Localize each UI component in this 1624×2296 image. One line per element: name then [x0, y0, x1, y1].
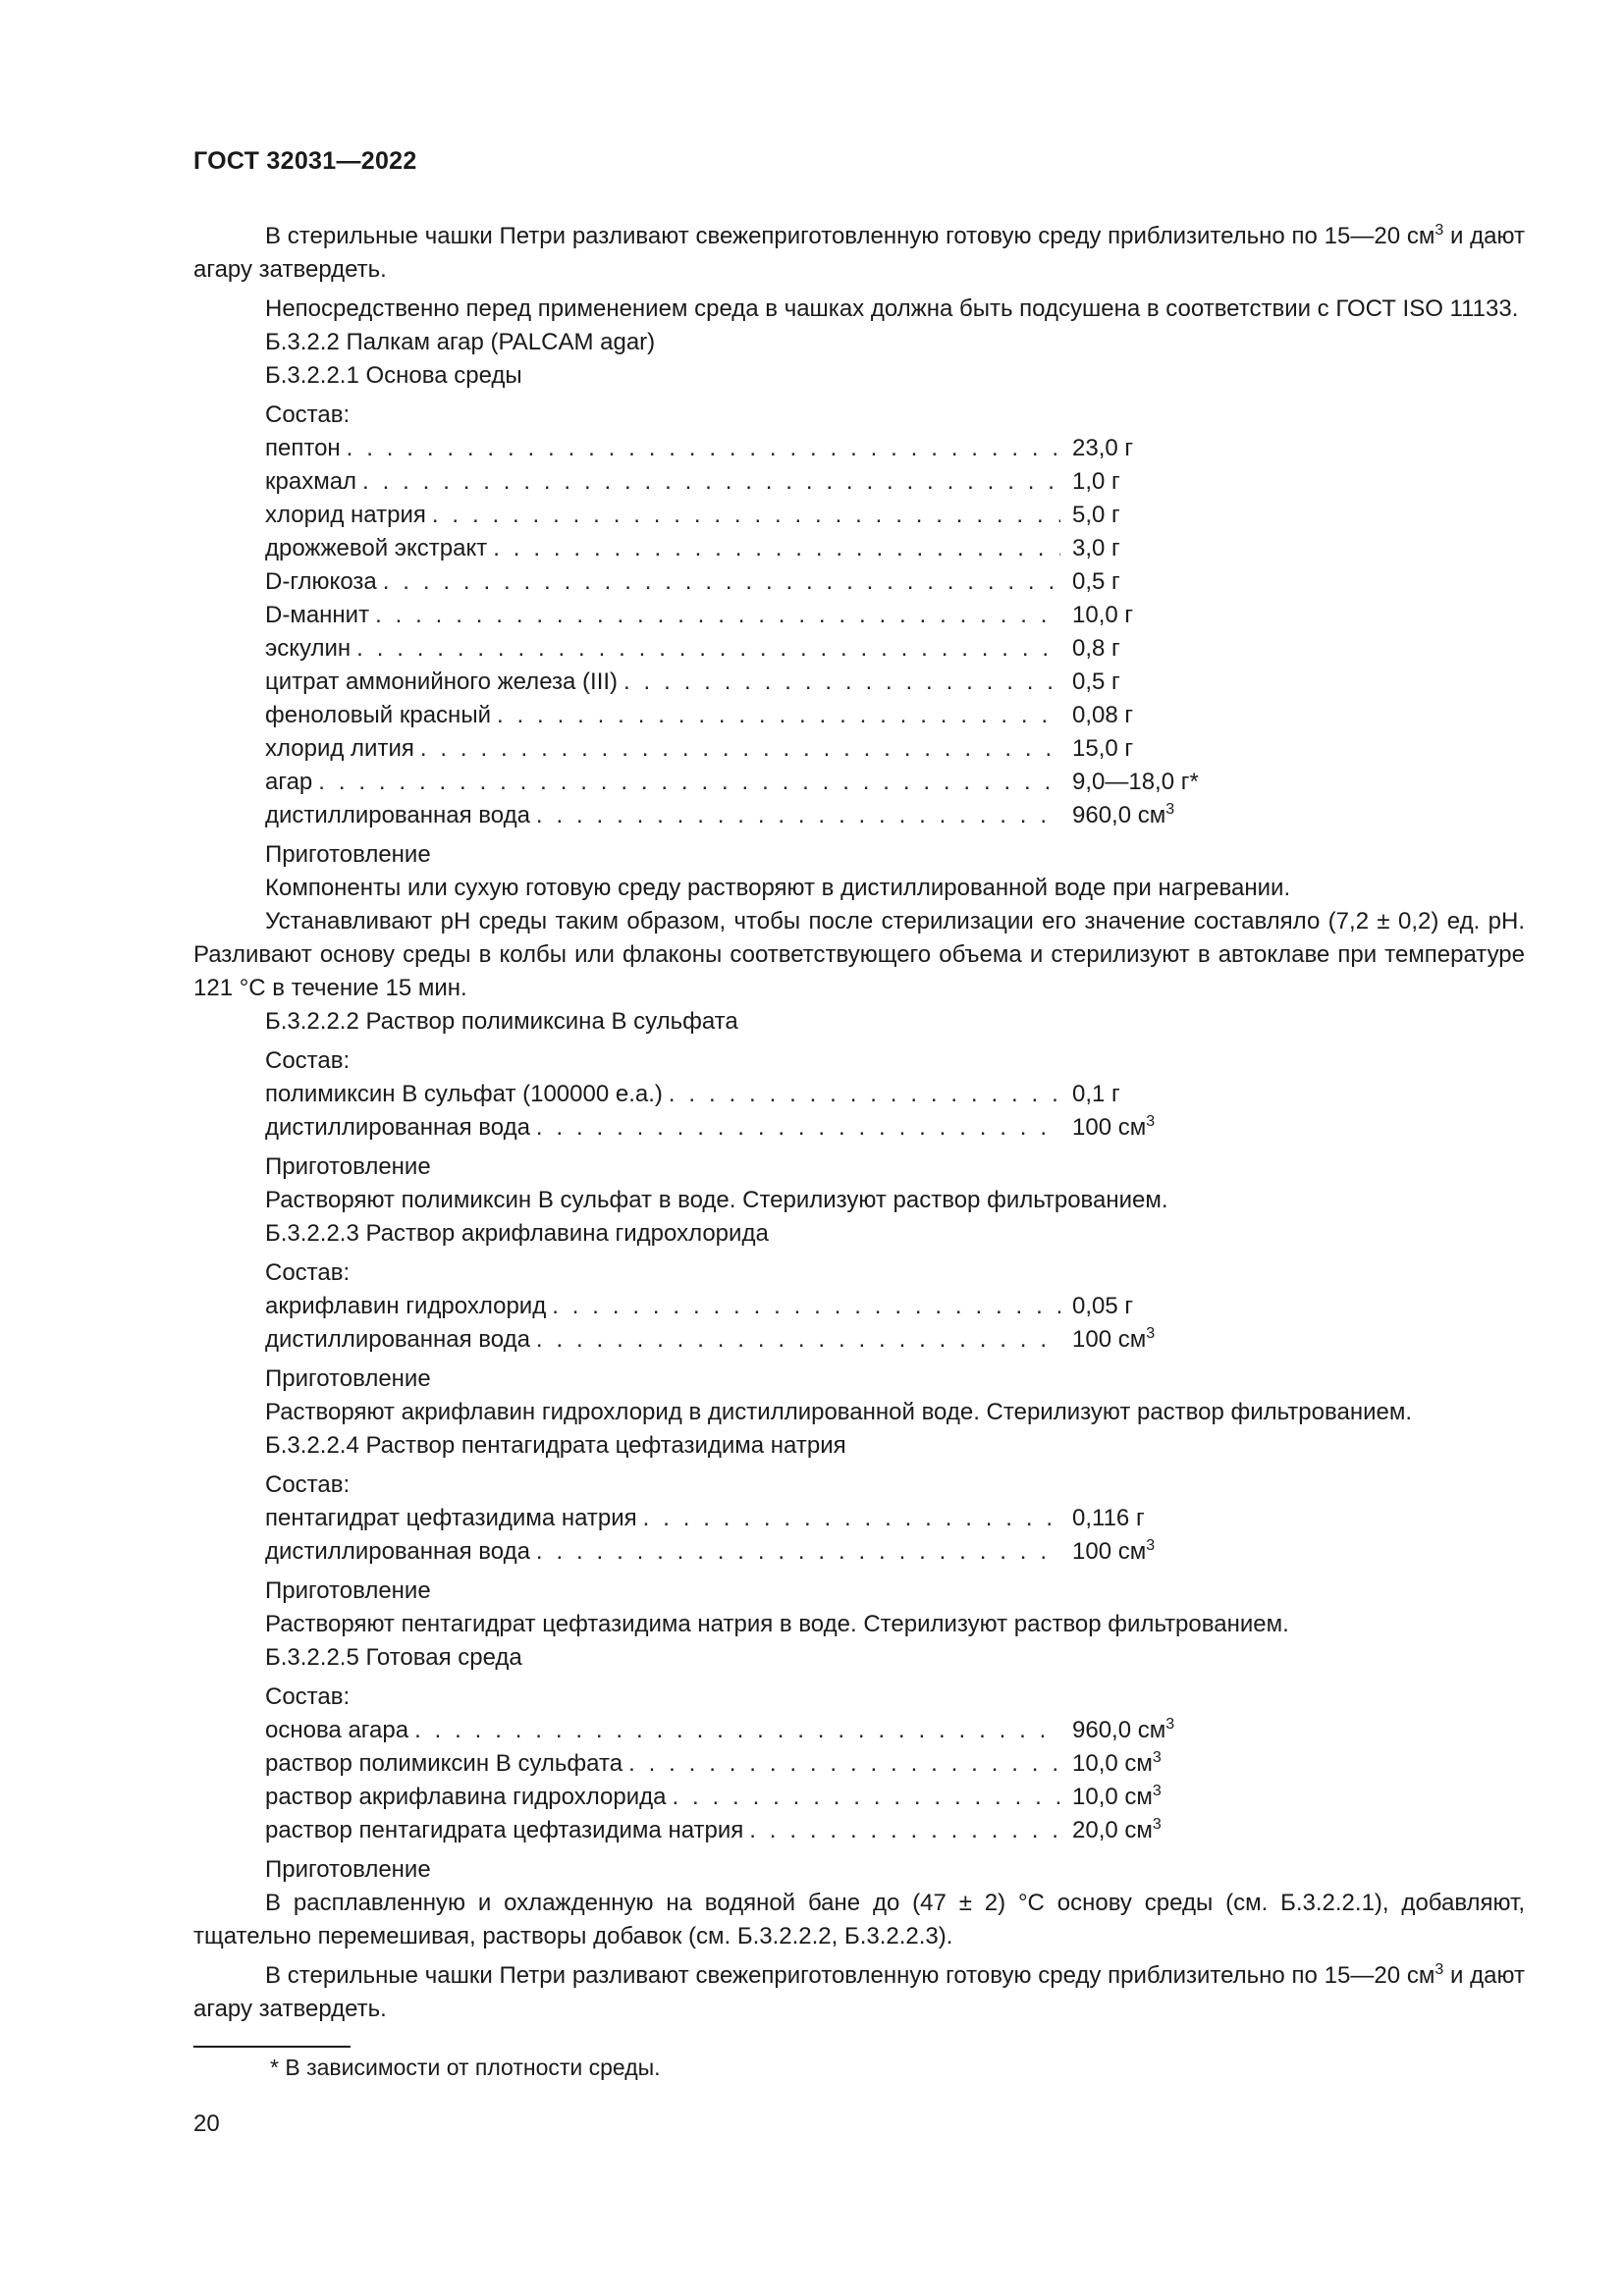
composition-list-base	[193, 432, 1525, 832]
ingredient-amount: 100 $см^3$	[1072, 1325, 1156, 1353]
footnote-separator	[193, 2046, 351, 2048]
ingredient-name: полимиксин В сульфат (100000 е.а.)	[265, 1081, 663, 1107]
ingredient-amount: 3,0 г	[1072, 535, 1120, 561]
ingredient-name: крахмал	[265, 468, 357, 495]
ingredient-name: дистиллированная вода	[265, 802, 530, 828]
ingredient-name: пентагидрат цефтазидима натрия	[265, 1505, 637, 1531]
ingredient-name: раствор акрифлавина гидрохлорида	[265, 1784, 667, 1810]
dot-leader	[637, 1502, 1060, 1535]
preparation-label: Приготовление	[265, 1365, 431, 1392]
ingredient-name: основа агара	[265, 1717, 409, 1743]
composition-item	[193, 532, 1239, 565]
composition-item	[193, 1714, 1239, 1747]
ingredient-name: хлорид натрия	[265, 502, 426, 528]
composition-item	[193, 1078, 1239, 1111]
composition-item	[193, 1747, 1239, 1781]
page-number: 20	[193, 2110, 220, 2137]
dot-leader	[312, 766, 1060, 799]
ingredient-amount: 15,0 г	[1072, 735, 1134, 762]
footnote: * В зависимости от плотности среды.	[270, 2055, 661, 2080]
ingredient-name: D-глюкоза	[265, 568, 377, 595]
preparation-label: Приготовление	[265, 1856, 431, 1883]
dot-leader	[530, 1535, 1060, 1569]
dot-leader	[530, 799, 1060, 832]
composition-item	[193, 1814, 1239, 1847]
ingredient-name: раствор полимиксин В сульфата	[265, 1750, 623, 1777]
composition-list-acriflavine	[193, 1290, 1525, 1357]
ingredient-name: дрожжевой экстракт	[265, 535, 488, 561]
ingredient-amount: 0,5 г	[1072, 668, 1120, 695]
paragraph-pour-plates-1: В стерильные чашки Петри разливают свежеприготовленную готовую среду приблизительно по 15—20 $см^3$ и дают агару затвердеть.	[193, 222, 1525, 283]
ingredient-name: дистиллированная вода	[265, 1326, 530, 1353]
dot-leader	[414, 732, 1060, 766]
paragraph-pour-plates-2: В стерильные чашки Петри разливают свежеприготовленную готовую среду приблизительно по 15—20 $см^3$ и дают агару затвердеть.	[193, 1961, 1525, 2022]
ingredient-amount: 960,0 $см^3$	[1072, 801, 1175, 828]
dot-leader	[743, 1814, 1060, 1847]
ingredient-amount: 10,0 $см^3$	[1072, 1749, 1162, 1777]
dot-leader	[530, 1323, 1060, 1357]
ingredient-name: дистиллированная вода	[265, 1114, 530, 1141]
dot-leader	[341, 432, 1060, 465]
composition-item	[193, 799, 1239, 832]
ingredient-amount: 0,08 г	[1072, 702, 1134, 728]
composition-item	[193, 732, 1239, 766]
composition-list-complete-medium	[193, 1714, 1525, 1847]
preparation-text: Растворяют полимиксин В сульфат в воде. Стерилизуют раствор фильтрованием.	[265, 1187, 1168, 1213]
composition-item	[193, 1111, 1239, 1145]
document-code-header: ГОСТ 32031—2022	[193, 147, 417, 175]
subsection-heading-acriflavine: Б.3.2.2.3 Раствор акрифлавина гидрохлорида	[265, 1220, 769, 1247]
composition-item	[193, 1535, 1239, 1569]
dot-leader	[618, 666, 1060, 699]
subsection-heading-ceftazidime: Б.3.2.2.4 Раствор пентагидрата цефтазидима натрия	[265, 1432, 846, 1459]
composition-item	[193, 1781, 1239, 1814]
composition-item	[193, 632, 1239, 666]
subsection-heading-base: Б.3.2.2.1 Основа среды	[265, 362, 522, 389]
composition-item	[193, 465, 1239, 499]
composition-item	[193, 1290, 1239, 1323]
subsection-heading-polymyxin: Б.3.2.2.2 Раствор полимиксина В сульфата	[265, 1008, 738, 1035]
composition-item	[193, 499, 1239, 532]
ingredient-name: хлорид лития	[265, 735, 414, 762]
ingredient-name: акрифлавин гидрохлорид	[265, 1293, 547, 1319]
ingredient-name: цитрат аммонийного железа (III)	[265, 668, 619, 695]
dot-leader	[351, 632, 1060, 666]
ingredient-amount: 10,0 г	[1072, 602, 1134, 628]
composition-item	[193, 1323, 1239, 1357]
ingredient-amount: 0,116 г	[1072, 1505, 1145, 1531]
ingredient-name: феноловый красный	[265, 702, 491, 728]
dot-leader	[408, 1714, 1060, 1747]
dot-leader	[426, 499, 1060, 532]
ingredient-amount: 23,0 г	[1072, 435, 1134, 461]
composition-label: Состав:	[265, 1047, 351, 1074]
dot-leader	[356, 465, 1060, 499]
preparation-label: Приготовление	[265, 1577, 431, 1604]
composition-item	[193, 699, 1239, 732]
dot-leader	[491, 699, 1060, 732]
preparation-text: Компоненты или сухую готовую среду растворяют в дистиллированной воде при нагревании.	[265, 875, 1291, 901]
subsection-heading-complete-medium: Б.3.2.2.5 Готовая среда	[265, 1644, 522, 1671]
ingredient-name: агар	[265, 769, 313, 795]
preparation-text: Устанавливают pH среды таким образом, чтобы после стерилизации его значение составляло (7,2 ± 0,2) ед. pH. Разливают основу среды в колбы или флаконы соответствующего объема и стерилизуют в автоклаве при температуре 121 °С в течение 15 мин.	[193, 908, 1525, 1001]
composition-item	[193, 432, 1239, 465]
paragraph-drying: Непосредственно перед применением среда в чашках должна быть подсушена в соответствии с ГОСТ ISO 11133.	[265, 295, 1519, 322]
ingredient-amount: 0,1 г	[1072, 1081, 1120, 1107]
dot-leader	[377, 565, 1060, 599]
composition-item	[193, 666, 1239, 699]
composition-list-polymyxin	[193, 1078, 1525, 1145]
composition-item	[193, 565, 1239, 599]
preparation-text: В расплавленную и охлажденную на водяной бане до (47 ± 2) °С основу среды (см. Б.3.2.2.1), добавляют, тщательно перемешивая, растворы добавок (см. Б.3.2.2.2, Б.3.2.2.3).	[193, 1890, 1525, 1949]
ingredient-amount: 5,0 г	[1072, 502, 1120, 528]
ingredient-name: дистиллированная вода	[265, 1538, 530, 1565]
preparation-text: Растворяют пентагидрат цефтазидима натрия в воде. Стерилизуют раствор фильтрованием.	[265, 1611, 1289, 1637]
ingredient-amount: 10,0 $см^3$	[1072, 1783, 1162, 1810]
dot-leader	[487, 532, 1060, 565]
ingredient-name: D-маннит	[265, 602, 370, 628]
ingredient-name: эскулин	[265, 635, 352, 662]
section-heading-palcam: Б.3.2.2 Палкам агар (PALCAM agar)	[265, 329, 656, 355]
composition-list-ceftazidime	[193, 1502, 1525, 1569]
ingredient-amount: 0,05 г	[1072, 1293, 1134, 1319]
ingredient-amount: 20,0 $см^3$	[1072, 1816, 1162, 1843]
composition-item	[193, 766, 1239, 799]
dot-leader	[369, 599, 1060, 632]
ingredient-amount: 9,0—18,0 г*	[1072, 769, 1199, 795]
composition-label: Состав:	[265, 1259, 351, 1286]
preparation-label: Приготовление	[265, 841, 431, 868]
preparation-label: Приготовление	[265, 1153, 431, 1180]
composition-label: Состав:	[265, 1683, 351, 1710]
dot-leader	[623, 1747, 1060, 1781]
ingredient-amount: 0,5 г	[1072, 568, 1120, 595]
composition-label: Состав:	[265, 401, 351, 428]
ingredient-amount: 0,8 г	[1072, 635, 1120, 662]
ingredient-amount: 1,0 г	[1072, 468, 1120, 495]
dot-leader	[666, 1781, 1060, 1814]
composition-item	[193, 1502, 1239, 1535]
ingredient-amount: 960,0 $см^3$	[1072, 1716, 1175, 1743]
composition-item	[193, 599, 1239, 632]
dot-leader	[663, 1078, 1060, 1111]
dot-leader	[530, 1111, 1060, 1145]
ingredient-amount: 100 $см^3$	[1072, 1537, 1156, 1565]
composition-label: Состав:	[265, 1471, 351, 1498]
dot-leader	[546, 1290, 1060, 1323]
ingredient-name: пептон	[265, 435, 341, 461]
preparation-text: Растворяют акрифлавин гидрохлорид в дистиллированной воде. Стерилизуют раствор фильтрованием.	[265, 1399, 1412, 1425]
document-body	[193, 220, 1525, 2026]
ingredient-name: раствор пентагидрата цефтазидима натрия	[265, 1817, 744, 1843]
ingredient-amount: 100 $см^3$	[1072, 1113, 1156, 1141]
